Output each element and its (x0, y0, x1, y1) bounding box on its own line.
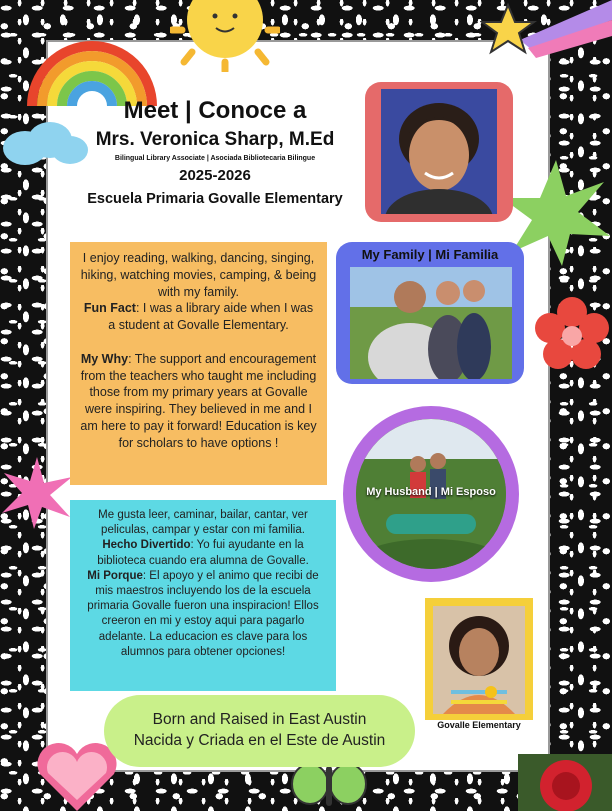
child-portrait-icon (433, 606, 525, 714)
banner-line-english: Born and Raised in East Austin (152, 711, 367, 728)
husband-label: My Husband | Mi Esposo (366, 486, 496, 498)
english-fun-fact-label: Fun Fact (83, 301, 136, 316)
spanish-bio (70, 500, 336, 691)
english-bio (70, 242, 327, 485)
spanish-why: : El apoyo y el animo que recibi de mis maestros incluyendo los de la escuela primaria Govalle fueron una inspiracion! Ellos creeron en mi y estoy aqui para pagarlo adelante. La educacion es clave para los alumnos para obtener opciones! (87, 569, 319, 658)
english-fun-fact: : I was a library aide when I was a student at Govalle Elementary. (108, 301, 314, 333)
family-group-icon (350, 267, 512, 379)
school-name: Escuela Primaria Govalle Elementary (87, 191, 343, 207)
banner-line-spanish: Nacida y Criada en el Este de Austin (133, 732, 386, 749)
born-raised-banner (104, 695, 415, 767)
family-photo (350, 267, 512, 379)
pink-star-icon (0, 455, 75, 530)
flower-icon (532, 296, 612, 376)
sun-icon (170, 0, 280, 72)
person-icon (381, 89, 497, 214)
family-title: My Family | Mi Familia (361, 247, 499, 262)
rose-icon (518, 754, 612, 811)
english-why: : The support and encouragement from the teachers who taught me including those from my primary years at Govalle were inspiring. They believed in me and I am here to pay it forward! Education is key for scholars to have options ! (80, 351, 317, 450)
spanish-fun-fact: : Yo fui ayudante en la biblioteca cuando era alumna de Govalle. (97, 539, 309, 567)
spanish-intro: Me gusta leer, caminar, bailar, cantar, ver peliculas, campar y estar con mi familia. (98, 509, 308, 537)
english-intro: I enjoy reading, walking, dancing, singing, hiking, watching movies, camping, & being with my family. (80, 251, 317, 299)
teacher-role: Bilingual Library Associate | Asociada Bibliotecaria Bilingue (114, 155, 316, 162)
child-label: Govalle Elementary (437, 720, 521, 730)
spanish-why-label: Mi Porque (87, 569, 143, 582)
spanish-fun-fact-label: Hecho Divertido (102, 539, 191, 552)
page-title: Meet | Conoce a (123, 97, 307, 124)
title-block (70, 96, 360, 210)
child-photo (433, 606, 525, 714)
teacher-name: Mrs. Veronica Sharp, M.Ed (95, 129, 335, 150)
shooting-star-icon (480, 0, 612, 70)
heart-icon (32, 742, 122, 811)
portrait-photo (381, 89, 497, 214)
school-year: 2025-2026 (179, 167, 251, 184)
english-why-label: My Why (80, 351, 129, 366)
